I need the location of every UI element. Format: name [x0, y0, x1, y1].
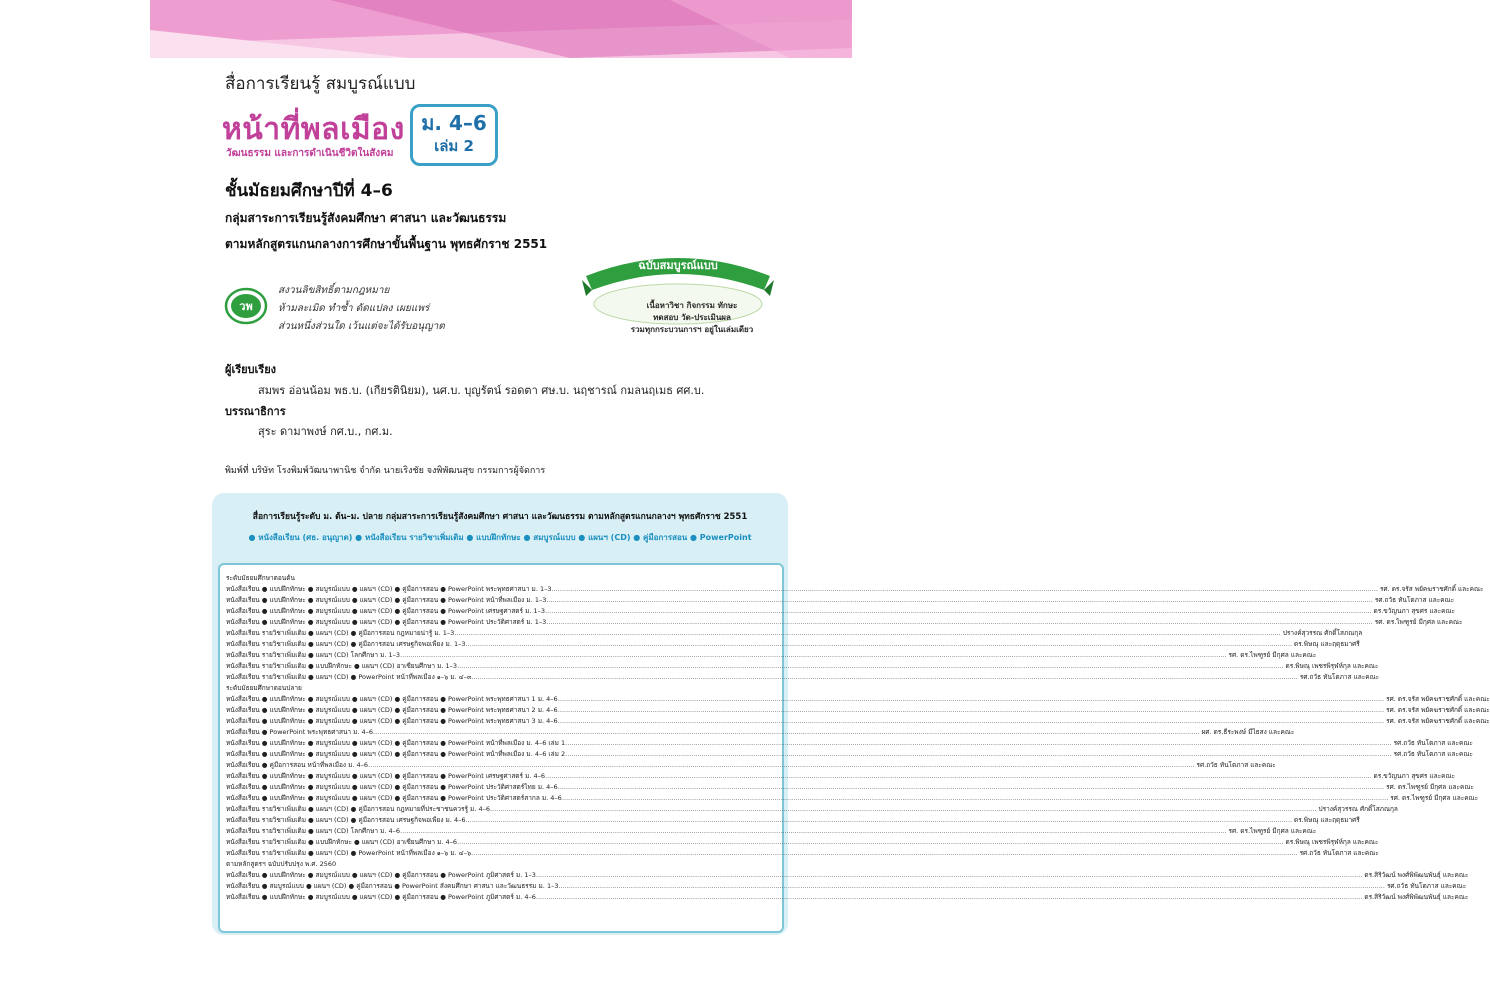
ribbon-line: เนื้อหาวิชา กิจกรรม ทักษะ — [646, 301, 738, 310]
level-heading: ชั้นมัธยมศึกษาปีที่ 4–6 — [225, 181, 393, 201]
catalog-author: รศ. ดร.ไพฑูรย์ มีกุศล และคณะ — [1374, 618, 1463, 626]
catalog-title: หนังสือเรียน ● แบบฝึกทักษะ ● สมบูรณ์แบบ ● แผนฯ (CD) ● คู่มือการสอน ● PowerPoint พระพุทธศาสนา 1 ม. 4–6 — [226, 695, 558, 703]
catalog-row — [226, 892, 1469, 902]
book-title: หน้าที่พลเมือง — [222, 112, 405, 147]
catalog-row — [226, 782, 1474, 792]
catalog-row — [226, 639, 1360, 649]
ribbon-info — [602, 300, 782, 336]
ribbon-label: ฉบับสมบูรณ์แบบ — [638, 259, 718, 272]
catalog-dot-leader: ................................................................................................................................................................................................................................................................................................................................................................................................................ — [535, 893, 1363, 901]
catalog-title: หนังสือเรียน ● แบบฝึกทักษะ ● สมบูรณ์แบบ ● แผนฯ (CD) ● คู่มือการสอน ● PowerPoint พระพุทธศาสนา ม. 1–3 — [226, 585, 552, 593]
book-subtitle: วัฒนธรรม และการดำเนินชีวิตในสังคม — [226, 148, 394, 159]
catalog-author: ดร.พิษณุ เพชรพิรุฬห์กุล และคณะ — [1285, 662, 1379, 670]
catalog-row — [226, 584, 1484, 594]
copyright-line: ส่วนหนึ่งส่วนใด เว้นแต่จะได้รับอนุญาต — [278, 321, 445, 332]
catalog-dot-leader: ................................................................................................................................................................................................................................................................................................................................................................................................................ — [557, 783, 1385, 791]
catalog-author: ผศ. ดร.ธีระพงษ์ มีไธสง และคณะ — [1201, 728, 1295, 736]
author-heading: ผู้เรียบเรียง — [225, 363, 277, 376]
catalog-dot-leader: ................................................................................................................................................................................................................................................................................................................................................................................................................ — [546, 618, 1373, 626]
editor-heading: บรรณาธิการ — [225, 405, 286, 418]
catalog-title: หนังสือเรียน ● แบบฝึกทักษะ ● สมบูรณ์แบบ ● แผนฯ (CD) ● คู่มือการสอน ● PowerPoint ภูมิศาสตร์ ม. 4–6 — [226, 893, 536, 901]
catalog-author: รศ.ถวัธ ทันโตภาส และคณะ — [1299, 849, 1379, 857]
catalog-dot-leader: ................................................................................................................................................................................................................................................................................................................................................................................................................ — [465, 816, 1292, 824]
catalog-dot-leader: ................................................................................................................................................................................................................................................................................................................................................................................................................ — [565, 739, 1392, 747]
catalog-author: รศ. ดร.ไพฑูรย์ มีกุศล และคณะ — [1228, 651, 1317, 659]
copyright-line: สงวนลิขสิทธิ์ตามกฎหมาย — [278, 285, 390, 296]
catalog-section-label: ระดับมัธยมศึกษาตอนต้น — [226, 574, 295, 582]
grade-badge — [410, 104, 498, 166]
catalog-heading: สื่อการเรียนรู้ระดับ ม. ต้น–ม. ปลาย กลุ่มสาระการเรียนรู้สังคมศึกษา ศาสนา และวัฒนธรรม ตามหลักสูตรแกนกลางฯ พุทธศักราช 2551 — [252, 512, 748, 522]
catalog-dot-leader: ................................................................................................................................................................................................................................................................................................................................................................................................................ — [557, 706, 1385, 714]
ribbon-line: ทดสอบ วัด-ประเมินผล — [653, 313, 731, 322]
catalog-dot-leader: ................................................................................................................................................................................................................................................................................................................................................................................................................ — [545, 607, 1372, 615]
grade-label: ม. 4–6 — [421, 111, 487, 135]
catalog-title: หนังสือเรียน ● แบบฝึกทักษะ ● สมบูรณ์แบบ ● แผนฯ (CD) ● คู่มือการสอน ● PowerPoint หน้าที่พลเมือง ม. 4–6 เล่ม 2 — [226, 750, 566, 758]
catalog-row — [226, 694, 1490, 704]
catalog-dot-leader: ................................................................................................................................................................................................................................................................................................................................................................................................................ — [368, 761, 1195, 769]
catalog-dot-leader: ................................................................................................................................................................................................................................................................................................................................................................................................................ — [465, 640, 1292, 648]
catalog-title: หนังสือเรียน ● PowerPoint พระพุทธศาสนา ม. 4–6 — [226, 728, 374, 736]
catalog-dot-leader: ................................................................................................................................................................................................................................................................................................................................................................................................................ — [454, 629, 1281, 637]
catalog-author: ปรางค์สุวรรณ ศักดิ์โสภณกุล — [1318, 805, 1398, 813]
catalog-row — [226, 716, 1490, 726]
catalog-author: ดร.ขวัญนภา สุขศร และคณะ — [1373, 607, 1455, 615]
catalog-title: หนังสือเรียน ● แบบฝึกทักษะ ● สมบูรณ์แบบ ● แผนฯ (CD) ● คู่มือการสอน ● PowerPoint ภูมิศาสตร์ ม. 1–3 — [226, 871, 536, 879]
catalog-title: หนังสือเรียน รายวิชาเพิ่มเติม ● แผนฯ (CD) ● PowerPoint หน้าที่พลเมือง ๑–๖ ม. ๔–๓ — [226, 673, 472, 681]
catalog-title: หนังสือเรียน รายวิชาเพิ่มเติม ● แผนฯ (CD) ● คู่มือการสอน เศรษฐกิจพอเพียง ม. 4–6 — [226, 816, 466, 824]
catalog-title: หนังสือเรียน รายวิชาเพิ่มเติม ● แผนฯ (CD) โลกศึกษา ม. 4–6 — [226, 827, 401, 835]
catalog-dot-leader: ................................................................................................................................................................................................................................................................................................................................................................................................................ — [546, 596, 1373, 604]
catalog-title: หนังสือเรียน ● สมบูรณ์แบบ ● แผนฯ (CD) ● คู่มือการสอน ● PowerPoint สังคมศึกษา ศาสนา และวัฒนธรรม ม. 1–3 — [226, 882, 559, 890]
catalog-row — [226, 606, 1455, 616]
subject-group: กลุ่มสาระการเรียนรู้สังคมศึกษา ศาสนา และวัฒนธรรม — [225, 211, 507, 225]
catalog-author: รศ. ดร.ไพฑูรย์ มีกุศล และคณะ — [1390, 794, 1479, 802]
catalog-title: หนังสือเรียน ● แบบฝึกทักษะ ● สมบูรณ์แบบ ● แผนฯ (CD) ● คู่มือการสอน ● PowerPoint ประวัติศาสตร์ ม. 1–3 — [226, 618, 547, 626]
catalog-dot-leader: ................................................................................................................................................................................................................................................................................................................................................................................................................ — [400, 827, 1227, 835]
catalog-dot-leader: ................................................................................................................................................................................................................................................................................................................................................................................................................ — [558, 882, 1385, 890]
catalog-dot-leader: ................................................................................................................................................................................................................................................................................................................................................................................................................ — [489, 805, 1317, 813]
catalog-author: รศ.ถวัธ ทันโตภาส และคณะ — [1386, 882, 1467, 890]
catalog-row — [226, 595, 1455, 605]
catalog-row — [226, 628, 1363, 638]
catalog-row — [226, 672, 1380, 682]
catalog-row — [226, 804, 1398, 814]
catalog-row — [226, 749, 1473, 759]
catalog-row — [226, 815, 1360, 825]
catalog-dot-leader: ................................................................................................................................................................................................................................................................................................................................................................................................................ — [565, 750, 1392, 758]
publisher-line: พิมพ์ที่ บริษัท โรงพิมพ์วัฒนาพานิช จำกัด นายเริงชัย จงพิพัฒนสุข กรรมการผู้จัดการ — [225, 466, 546, 476]
catalog-title: หนังสือเรียน ● แบบฝึกทักษะ ● สมบูรณ์แบบ ● แผนฯ (CD) ● คู่มือการสอน ● PowerPoint ประวัติศาสตร์สากล ม. 4–6 — [226, 794, 562, 802]
volume-label: เล่ม 2 — [434, 137, 474, 155]
catalog-author: รศ.ถวัธ ทันโตภาส และคณะ — [1393, 750, 1473, 758]
catalog-title: หนังสือเรียน ● แบบฝึกทักษะ ● สมบูรณ์แบบ ● แผนฯ (CD) ● คู่มือการสอน ● PowerPoint เศรษฐศาสตร์ ม. 4–6 — [226, 772, 546, 780]
catalog-media-types: ● หนังสือเรียน (ศธ. อนุญาต) ● หนังสือเรียน รายวิชาเพิ่มเติม ● แบบฝึกทักษะ ● สมบูรณ์แบบ ● แผนฯ (CD) ● คู่มือการสอน ● PowerPoint — [248, 533, 752, 542]
catalog-row — [226, 848, 1379, 858]
copyright-line: ห้ามละเมิด ทำซ้ำ ดัดแปลง เผยแพร่ — [278, 303, 430, 314]
catalog-title: หนังสือเรียน ● แบบฝึกทักษะ ● สมบูรณ์แบบ ● แผนฯ (CD) ● คู่มือการสอน ● PowerPoint หน้าที่พลเมือง ม. 4–6 เล่ม 1 — [226, 739, 566, 747]
catalog-dot-leader: ................................................................................................................................................................................................................................................................................................................................................................................................................ — [373, 728, 1200, 736]
curriculum-line: ตามหลักสูตรแกนกลางการศึกษาขั้นพื้นฐาน พุทธศักราช 2551 — [225, 237, 548, 251]
catalog-author: ปรางค์สุวรรณ ศักดิ์โสภณกุล — [1282, 629, 1363, 637]
catalog-row — [226, 760, 1276, 770]
catalog-author: รศ. ดร.จรัส พยัคฆราชศักดิ์ และคณะ — [1379, 585, 1484, 593]
logo-text: วพ — [239, 300, 253, 313]
catalog-dot-leader: ................................................................................................................................................................................................................................................................................................................................................................................................................ — [545, 772, 1372, 780]
catalog-row — [226, 771, 1455, 781]
catalog-author: รศ.ถวัธ ทันโตภาส และคณะ — [1374, 596, 1455, 604]
catalog-dot-leader: ................................................................................................................................................................................................................................................................................................................................................................................................................ — [457, 838, 1284, 846]
catalog-dot-leader: ................................................................................................................................................................................................................................................................................................................................................................................................................ — [535, 871, 1363, 879]
catalog-box — [212, 493, 1490, 935]
catalog-title: หนังสือเรียน ● แบบฝึกทักษะ ● สมบูรณ์แบบ ● แผนฯ (CD) ● คู่มือการสอน ● PowerPoint หน้าที่พลเมือง ม. 1–3 — [226, 596, 547, 604]
book-page — [150, 0, 1490, 1000]
catalog-row — [226, 881, 1467, 891]
catalog-title: หนังสือเรียน รายวิชาเพิ่มเติม ● แผนฯ (CD) ● PowerPoint หน้าที่พลเมือง ๑–๖ ม. ๔–๖ — [226, 849, 472, 857]
catalog-row — [226, 727, 1295, 737]
catalog-author: ดร.สิริวัฒน์ พงศ์พิพัฒนพันธุ์ และคณะ — [1364, 893, 1469, 901]
catalog-dot-leader: ................................................................................................................................................................................................................................................................................................................................................................................................................ — [557, 717, 1385, 725]
catalog-list — [218, 563, 1490, 933]
catalog-dot-leader: ................................................................................................................................................................................................................................................................................................................................................................................................................ — [400, 651, 1227, 659]
catalog-title: หนังสือเรียน ● แบบฝึกทักษะ ● สมบูรณ์แบบ ● แผนฯ (CD) ● คู่มือการสอน ● PowerPoint เศรษฐศาสตร์ ม. 1–3 — [226, 607, 546, 615]
catalog-row — [226, 705, 1490, 715]
catalog-section-label: ตามหลักสูตรฯ ฉบับปรับปรุง พ.ศ. 2560 — [226, 860, 337, 868]
catalog-row — [226, 826, 1317, 836]
catalog-title: หนังสือเรียน รายวิชาเพิ่มเติม ● แผนฯ (CD) โลกศึกษา ม. 1–3 — [226, 651, 401, 659]
catalog-author: รศ.ถวัธ ทันโตภาส และคณะ — [1299, 673, 1380, 681]
catalog-dot-leader: ................................................................................................................................................................................................................................................................................................................................................................................................................ — [551, 585, 1378, 593]
catalog-title: หนังสือเรียน รายวิชาเพิ่มเติม ● แผนฯ (CD) ● คู่มือการสอน เศรษฐกิจพอเพียง ม. 1–3 — [226, 640, 466, 648]
wpn-logo-icon — [225, 285, 267, 327]
catalog-author: รศ.ถวัธ ทันโตภาส และคณะ — [1393, 739, 1473, 747]
catalog-section-label: ระดับมัธยมศึกษาตอนปลาย — [226, 684, 302, 692]
catalog-author: ดร.ขวัญนภา สุขศร และคณะ — [1373, 772, 1455, 780]
catalog-author: รศ. ดร.ไพฑูรย์ มีกุศล และคณะ — [1228, 827, 1317, 835]
catalog-title: หนังสือเรียน รายวิชาเพิ่มเติม ● แผนฯ (CD) ● คู่มือการสอน กฎหมายน่ารู้ ม. 1–3 — [226, 629, 455, 637]
catalog-dot-leader: ................................................................................................................................................................................................................................................................................................................................................................................................................ — [557, 695, 1385, 703]
catalog-title: หนังสือเรียน ● แบบฝึกทักษะ ● สมบูรณ์แบบ ● แผนฯ (CD) ● คู่มือการสอน ● PowerPoint พระพุทธศาสนา 2 ม. 4–6 — [226, 706, 558, 714]
catalog-author: ดร.สิริวัฒน์ พงศ์พิพัฒนพันธุ์ และคณะ — [1364, 871, 1469, 879]
catalog-row — [226, 661, 1379, 671]
catalog-author: รศ. ดร.จรัส พยัคฆราชศักดิ์ และคณะ — [1386, 695, 1490, 703]
catalog-title: หนังสือเรียน ● แบบฝึกทักษะ ● สมบูรณ์แบบ ● แผนฯ (CD) ● คู่มือการสอน ● PowerPoint พระพุทธศาสนา 3 ม. 4–6 — [226, 717, 558, 725]
catalog-author: ดร.พิษณุ เพชรพิรุฬห์กุล และคณะ — [1285, 838, 1379, 846]
series-title: สื่อการเรียนรู้ สมบูรณ์แบบ — [225, 74, 416, 94]
catalog-row — [226, 650, 1317, 660]
catalog-title: หนังสือเรียน รายวิชาเพิ่มเติม ● แบบฝึกทักษะ ● แผนฯ (CD) อาเซียนศึกษา ม. 4–6 — [226, 838, 458, 846]
catalog-title: หนังสือเรียน รายวิชาเพิ่มเติม ● แบบฝึกทักษะ ● แผนฯ (CD) อาเซียนศึกษา ม. 1–3 — [226, 662, 458, 670]
author-list: สมพร อ่อนน้อม พธ.บ. (เกียรตินิยม), นศ.บ. บุญรัตน์ รอดตา ศษ.บ. นฤชารณ์ กมลนฤเมธ ศศ.บ. — [258, 384, 705, 397]
editor-list: สุระ ดามาพงษ์ กศ.บ., กศ.ม. — [258, 425, 393, 438]
catalog-dot-leader: ................................................................................................................................................................................................................................................................................................................................................................................................................ — [561, 794, 1389, 802]
pink-banner — [150, 0, 852, 58]
catalog-row — [226, 870, 1469, 880]
copyright-notice — [278, 282, 445, 336]
catalog-author: รศ.ถวัธ ทันโตภาส และคณะ — [1196, 761, 1276, 769]
catalog-title: หนังสือเรียน ● แบบฝึกทักษะ ● สมบูรณ์แบบ ● แผนฯ (CD) ● คู่มือการสอน ● PowerPoint ประวัติศาสตร์ไทย ม. 4–6 — [226, 783, 558, 791]
catalog-dot-leader: ................................................................................................................................................................................................................................................................................................................................................................................................................ — [471, 849, 1298, 857]
catalog-author: ดร.พิษณุ และฤดุธมาศรี — [1293, 640, 1360, 648]
catalog-row — [226, 617, 1463, 627]
catalog-author: รศ. ดร.จรัส พยัคฆราชศักดิ์ และคณะ — [1386, 717, 1490, 725]
catalog-dot-leader: ................................................................................................................................................................................................................................................................................................................................................................................................................ — [457, 662, 1284, 670]
catalog-title: หนังสือเรียน รายวิชาเพิ่มเติม ● แผนฯ (CD) ● คู่มือการสอน กฎหมายที่ประชาชนควรรู้ ม. 4–6 — [226, 805, 490, 813]
catalog-row — [226, 837, 1379, 847]
catalog-row — [226, 793, 1479, 803]
catalog-row — [226, 738, 1473, 748]
catalog-title: หนังสือเรียน ● คู่มือการสอน หน้าที่พลเมือง ม. 4–6 — [226, 761, 369, 769]
catalog-dot-leader: ................................................................................................................................................................................................................................................................................................................................................................................................................ — [471, 673, 1298, 681]
catalog-author: รศ. ดร.จรัส พยัคฆราชศักดิ์ และคณะ — [1386, 706, 1490, 714]
ribbon-line: รวมทุกกระบวนการฯ อยู่ในเล่มเดียว — [630, 325, 754, 334]
catalog-author: ดร.พิษณุ และฤดุธมาศรี — [1293, 816, 1360, 824]
catalog-author: รศ. ดร.ไพฑูรย์ มีกุศล และคณะ — [1386, 783, 1474, 791]
